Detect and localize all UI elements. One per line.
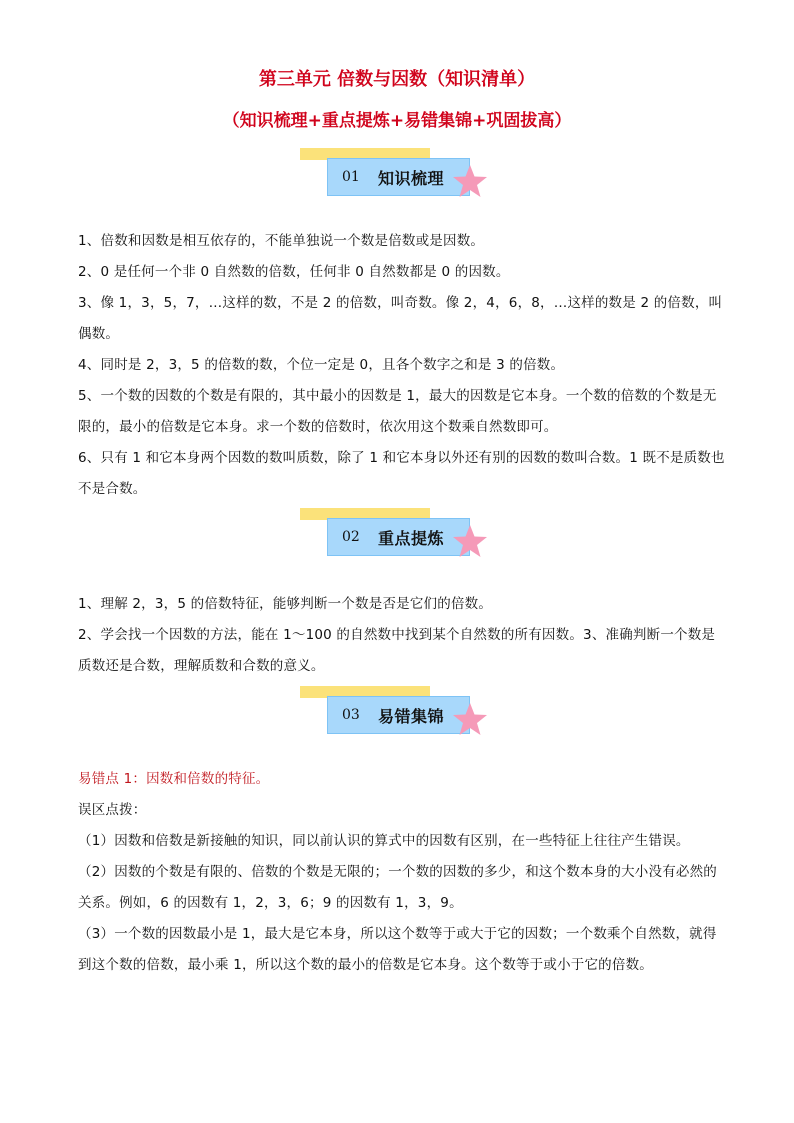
section-badge-knowledge	[300, 148, 495, 208]
badge-box	[327, 518, 470, 556]
section-label: 重点提炼	[378, 528, 445, 548]
knowledge-item-2: 2、0 是任何一个非 0 自然数的倍数，任何非 0 自然数都是 0 的因数。	[78, 264, 510, 280]
section-number: 01	[342, 169, 360, 185]
star-icon	[452, 702, 488, 736]
knowledge-item-4: 4、同时是 2，3，5 的倍数的数，个位一定是 0，且各个数字之和是 3 的倍数。	[78, 357, 565, 373]
error-item-2: （2）因数的个数是有限的、倍数的个数是无限的；一个数的因数的多少，和这个数本身的大小没有必然的关系。例如，6 的因数有 1，2，3，6；9 的因数有 1，3，9。	[78, 864, 717, 911]
star-icon	[452, 524, 488, 558]
star-icon	[452, 164, 488, 198]
knowledge-list	[78, 226, 728, 505]
knowledge-item-6: 6、只有 1 和它本身两个因数的数叫质数，除了 1 和它本身以外还有别的因数的数叫合数。1 既不是质数也不是合数。	[78, 450, 725, 497]
section-number: 02	[342, 529, 360, 545]
knowledge-item-3: 3、像 1，3，5，7，…这样的数，不是 2 的倍数，叫奇数。像 2，4，6，8，…这样的数是 2 的倍数，叫偶数。	[78, 295, 723, 342]
page-subtitle: （知识梳理+重点提炼+易错集锦+巩固拔高）	[222, 111, 572, 131]
section-label: 知识梳理	[378, 168, 445, 188]
page-title: 第三单元 倍数与因数（知识清单）	[258, 69, 536, 90]
knowledge-item-1: 1、倍数和因数是相互依存的，不能单独说一个数是倍数或是因数。	[78, 233, 485, 249]
section-label: 易错集锦	[378, 706, 445, 726]
key-points-list	[78, 589, 728, 682]
error-item-3: （3）一个数的因数最小是 1，最大是它本身，所以这个数等于或大于它的因数；一个数乘个自然数，就得到这个数的倍数，最小乘 1，所以这个数的最小的倍数是它本身。这个数等于或小于它的倍数。	[78, 926, 717, 973]
badge-box	[327, 696, 470, 734]
errors-section	[78, 764, 728, 981]
section-badge-key-points	[300, 508, 495, 568]
section-badge-errors	[300, 686, 495, 746]
knowledge-item-5: 5、一个数的因数的个数是有限的，其中最小的因数是 1，最大的因数是它本身。一个数的倍数的个数是无限的，最小的倍数是它本身。求一个数的倍数时，依次用这个数乘自然数即可。	[78, 388, 717, 435]
error-item-1: （1）因数和倍数是新接触的知识，同以前认识的算式中的因数有区别，在一些特征上往往产生错误。	[78, 833, 690, 849]
key-point-item-2: 2、学会找一个因数的方法，能在 1～100 的自然数中找到某个自然数的所有因数。3、准确判断一个数是质数还是合数，理解质数和合数的意义。	[78, 627, 716, 674]
key-point-item-1: 1、理解 2，3，5 的倍数特征，能够判断一个数是否是它们的倍数。	[78, 596, 493, 612]
badge-box	[327, 158, 470, 196]
error-point-title: 易错点 1：因数和倍数的特征。	[78, 771, 270, 787]
misconception-label: 误区点拨：	[78, 802, 147, 818]
section-number: 03	[342, 707, 360, 723]
